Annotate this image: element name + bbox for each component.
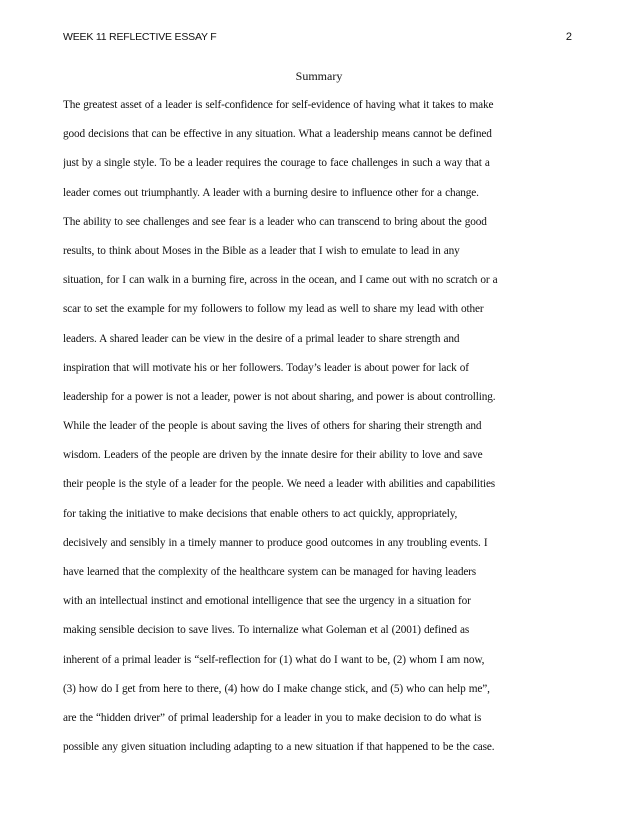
text-line: leadership for a power is not a leader, power is not about sharing, and power is about controlling. <box>63 390 496 403</box>
text-line: inspiration that will motivate his or her followers. Today’s leader is about power for lack of <box>63 361 469 374</box>
running-head: WEEK 11 REFLECTIVE ESSAY F <box>63 31 217 43</box>
section-heading: Summary <box>295 69 343 83</box>
text-line: (3) how do I get from here to there, (4) how do I make change stick, and (5) who can help me”, <box>63 682 490 695</box>
text-line: leaders. A shared leader can be view in the desire of a primal leader to share strength and <box>63 332 460 345</box>
text-line: making sensible decision to save lives. To internalize what Goleman et al (2001) defined as <box>63 624 470 637</box>
text-line: inherent of a primal leader is “self-reflection for (1) what do I want to be, (2) whom I am now, <box>63 653 485 666</box>
text-line: The ability to see challenges and see fear is a leader who can transcend to bring about the good <box>63 215 487 228</box>
body-paragraph <box>63 98 575 769</box>
text-line: While the leader of the people is about saving the lives of others for sharing their strength and <box>63 420 482 433</box>
text-line: decisively and sensibly in a timely manner to produce good outcomes in any troubling events. I <box>63 536 488 549</box>
text-line: good decisions that can be effective in any situation. What a leadership means cannot be defined <box>63 128 492 141</box>
text-line: situation, for I can walk in a burning fire, across in the ocean, and I came out with no scratch or a <box>63 274 498 287</box>
text-line: wisdom. Leaders of the people are driven by the innate desire for their ability to love and save <box>63 449 483 462</box>
text-line: have learned that the complexity of the healthcare system can be managed for having leaders <box>63 566 477 578</box>
text-line: are the “hidden driver” of primal leadership for a leader in you to make decision to do what is <box>63 711 482 724</box>
text-line: scar to set the example for my followers to follow my lead as well to share my lead with other <box>63 303 484 316</box>
text-line: just by a single style. To be a leader requires the courage to face challenges in such a way that a <box>63 157 490 170</box>
text-line: The greatest asset of a leader is self-confidence for self-evidence of having what it takes to make <box>63 99 494 111</box>
text-line: possible any given situation including adapting to a new situation if that happened to be the case. <box>63 741 495 754</box>
page-number: 2 <box>565 31 572 43</box>
text-line: results, to think about Moses in the Bible as a leader that I wish to emulate to lead in any <box>63 244 460 257</box>
text-line: their people is the style of a leader for the people. We need a leader with abilities and capabilities <box>63 478 496 491</box>
text-line: for taking the initiative to make decisions that enable others to act quickly, appropriately, <box>63 507 458 520</box>
text-line: with an intellectual instinct and emotional intelligence that see the urgency in a situation for <box>63 595 471 608</box>
text-line: leader comes out triumphantly. A leader with a burning desire to influence other for a change. <box>63 186 479 199</box>
